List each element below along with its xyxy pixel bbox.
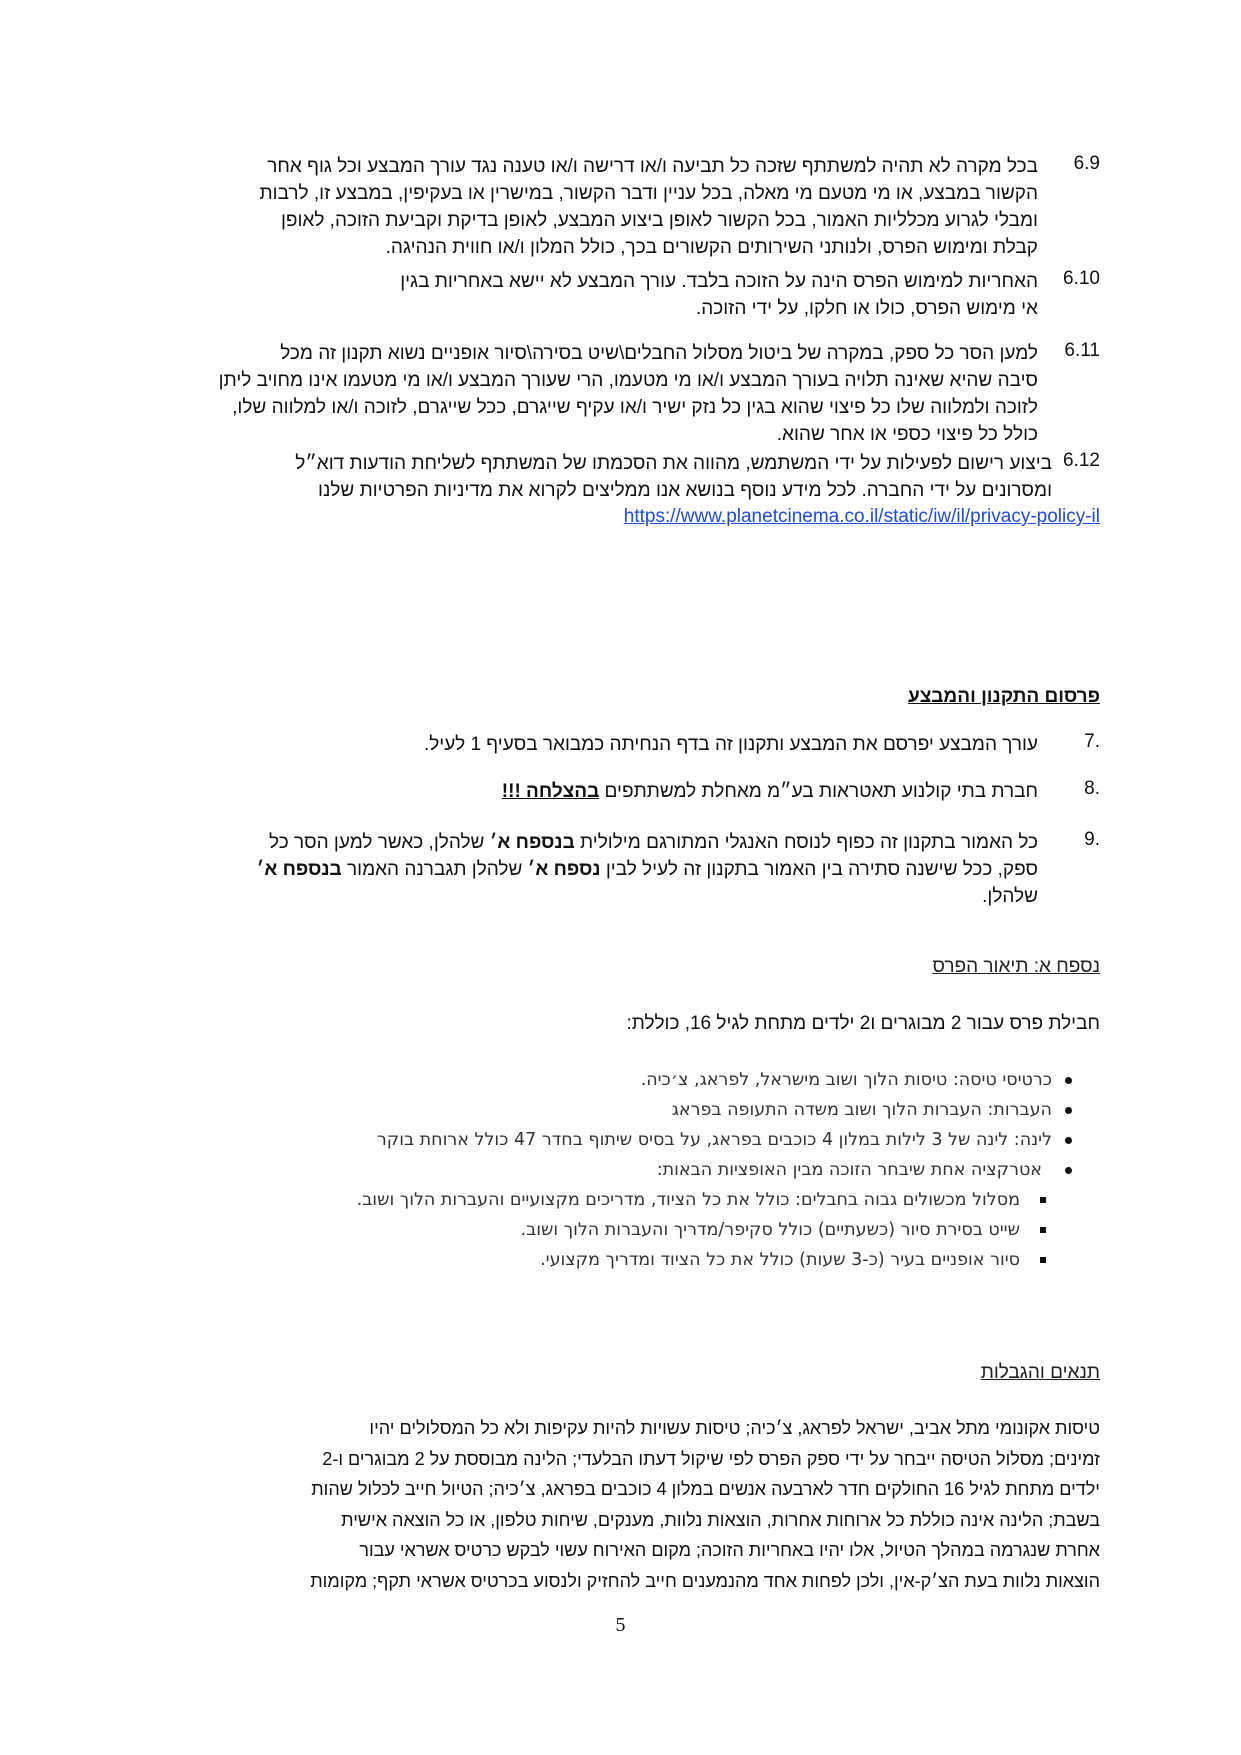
prize-intro: חבילת פרס עבור 2 מבוגרים ו2 ילדים מתחת לגיל 16, כוללת: [626,1013,1100,1034]
clause-line: סיבה שהיא שאינה תלויה בעורך המבצע ו/או מי מטעמו, הרי שעורך המבצע ו/או מי מטעמו אינו מחויב ליתן [218,370,1038,391]
clause-6-10 [100,268,1100,322]
terms-line: ילדים מתחת לגיל 16 החולקים חדר לארבעה אנשים במלון 4 כוכבים בפראג, צ׳כיה; הטיול חייב לכלול שהות [311,1479,1100,1499]
page-number: 5 [615,1614,626,1636]
clause-number: 6.9 [1073,153,1100,174]
square-bullet-icon [1040,1227,1046,1233]
clause-text: ספק, ככל שישנה סתירה בין האמור בתקנון זה לעיל לבין [600,859,1038,880]
terms-paragraph [140,1413,1100,1596]
terms-line: בשבת; הלינה אינה כוללת כל ארוחות אחרות, הוצאות נלוות, מענקים, שיחות טלפון, או כל הוצאה אישית [341,1509,1100,1530]
terms-line: זמינים; מסלול הטיסה ייבחר על ידי ספק הפרס לפי שיקול דעתו הבלעדי; הלינה מבוססת על 2 מבוגרים ו-2 [322,1448,1100,1469]
sub-list-item: שייט בסירת סיור (כשעתיים) כולל סקיפר/מדריך והעברות הלוך ושוב. [180,1215,1100,1245]
terms-line: טיסות אקונומי מתל אביב, ישראל לפראג, צ׳כיה; טיסות עשויות להיות עקיפות ולא כל המסלולים יהיו [369,1418,1100,1438]
appendix-ref: בנספח א׳ [489,832,575,853]
clause-line: ומבלי לגרוע מכלליות האמור, בכל הקשור לאופן ביצוע המבצע, לאופן בדיקת וקביעת הזוכה, לאופן [280,210,1038,231]
clause-number: 7. [1084,731,1100,752]
clause-line: ומסרונים על ידי החברה. לכל מידע נוסף בנושא אנו ממליצים לקרוא את מדיניות הפרטיות שלנו [318,480,1052,501]
terms-heading: תנאים והגבלות [980,1362,1100,1383]
clause-number: 6.11 [1064,340,1100,361]
clause-line: כולל כל פיצוי כספי או אחר שהוא. [776,424,1038,445]
clause-line: אי מימוש הפרס, כולו או חלקו, על ידי הזוכה. [695,298,1038,319]
good-luck-text: בהצלחה !!! [501,781,600,802]
clause-line: לזוכה ולמלווה שלו כל פיצוי שהוא בגין כל נזק ישיר ו/או עקיף שייגרם, ככל שייגרם, לזוכה ו/או למלווה שלו, [232,397,1038,418]
terms-line: אחרת שנגרמה במהלך הטיול, אלו יהיו באחריות הזוכה; מקום האירוח עשוי לבקש כרטיס אשראי עבור [359,1540,1100,1560]
sub-list-item: מסלול מכשולים גבוה בחבלים: כולל את כל הציוד, מדריכים מקצועיים והעברות הלוך ושוב. [180,1185,1100,1215]
square-bullet-icon [1040,1257,1046,1263]
list-item: העברות: העברות הלוך ושוב משדה התעופה בפראג [180,1095,1100,1125]
clause-line: שלהלן. [982,886,1038,907]
appendix-heading: נספח א: תיאור הפרס [932,956,1100,977]
clause-line: בכל מקרה לא תהיה למשתתף שזכה כל תביעה ו/או דרישה ו/או טענה נגד עורך המבצע וכל גוף אחר [267,156,1038,177]
clause-9 [100,829,1100,910]
sub-list-item: סיור אופניים בעיר (כ-3 שעות) כולל את כל הציוד ומדריך מקצועי. [180,1245,1100,1275]
bullet-icon [1065,1077,1072,1084]
clause-line: האחריות למימוש הפרס הינה על הזוכה בלבד. עורך המבצע לא יישא באחריות בגין [400,271,1038,292]
clause-text: כל האמור בתקנון זה כפוף לנוסח האנגלי המתורגם מילולית [574,832,1038,853]
clause-8 [100,778,1100,805]
clause-line: עורך המבצע יפרסם את המבצע ותקנון זה בדף הנחיתה כמבואר בסעיף 1 לעיל. [423,734,1038,755]
publication-heading: פרסום התקנון והמבצע [907,686,1100,707]
list-item: אטרקציה אחת שיבחר הזוכה מבין האופציות הבאות: [180,1155,1100,1185]
bullet-icon [1065,1107,1072,1114]
clause-number: 6.12 [1063,450,1100,471]
clause-line: קבלת ומימוש הפרס, ולנותני השירותים הקשורים בכך, כולל המלון ו/או חווית הנהיגה. [385,237,1038,258]
clause-6-9 [100,153,1100,261]
clause-number: 9. [1084,829,1100,850]
clause-line: ביצוע רישום לפעילות על ידי המשתמש, מהווה את הסכמתו של המשתתף לשליחת הודעות דוא״ל [295,453,1052,474]
prize-bullet-list [180,1065,1100,1275]
square-bullet-icon [1040,1197,1046,1203]
bullet-icon [1065,1137,1072,1144]
appendix-ref: בנספח א׳ [256,859,342,880]
clause-number: 6.10 [1063,268,1100,289]
clause-text: שלהלן, כאשר למען הסר כל [269,832,490,853]
bullet-icon [1065,1167,1072,1174]
clause-7 [100,731,1100,758]
terms-line: הוצאות נלוות בעת הצ׳ק-אין, ולכן לפחות אחד מהנמענים חייב להחזיק ולנסוע בכרטיס אשראי תקף; מקומות [310,1570,1100,1591]
clause-line: הקשור במבצע, או מי מטעם מי מאלה, בכל עניין ודבר הקשור, במישרין או בעקיפין, במבצע זו, לרבות [259,183,1038,204]
clause-text: חברת בתי קולנוע תאטראות בע״מ מאחלת למשתתפים [599,781,1038,802]
list-item: כרטיסי טיסה: טיסות הלוך ושוב מישראל, לפראג, צ׳כיה. [180,1065,1100,1095]
clause-6-11 [100,340,1100,448]
clause-number: 8. [1084,778,1100,799]
privacy-policy-link[interactable]: https://www.planetcinema.co.il/static/iw/il/privacy-policy-il [623,506,1100,527]
clause-text: שלהלן תגברנה האמור [341,859,528,880]
appendix-ref: נספח א׳ [527,859,601,880]
list-item: לינה: לינה של 3 לילות במלון 4 כוכבים בפראג, על בסיס שיתוף בחדר 47 כולל ארוחת בוקר [180,1125,1100,1155]
clause-6-12 [100,450,1100,527]
clause-line: למען הסר כל ספק, במקרה של ביטול מסלול החבלים\שיט בסירה\סיור אופניים נשוא תקנון זה מכל [280,343,1038,364]
